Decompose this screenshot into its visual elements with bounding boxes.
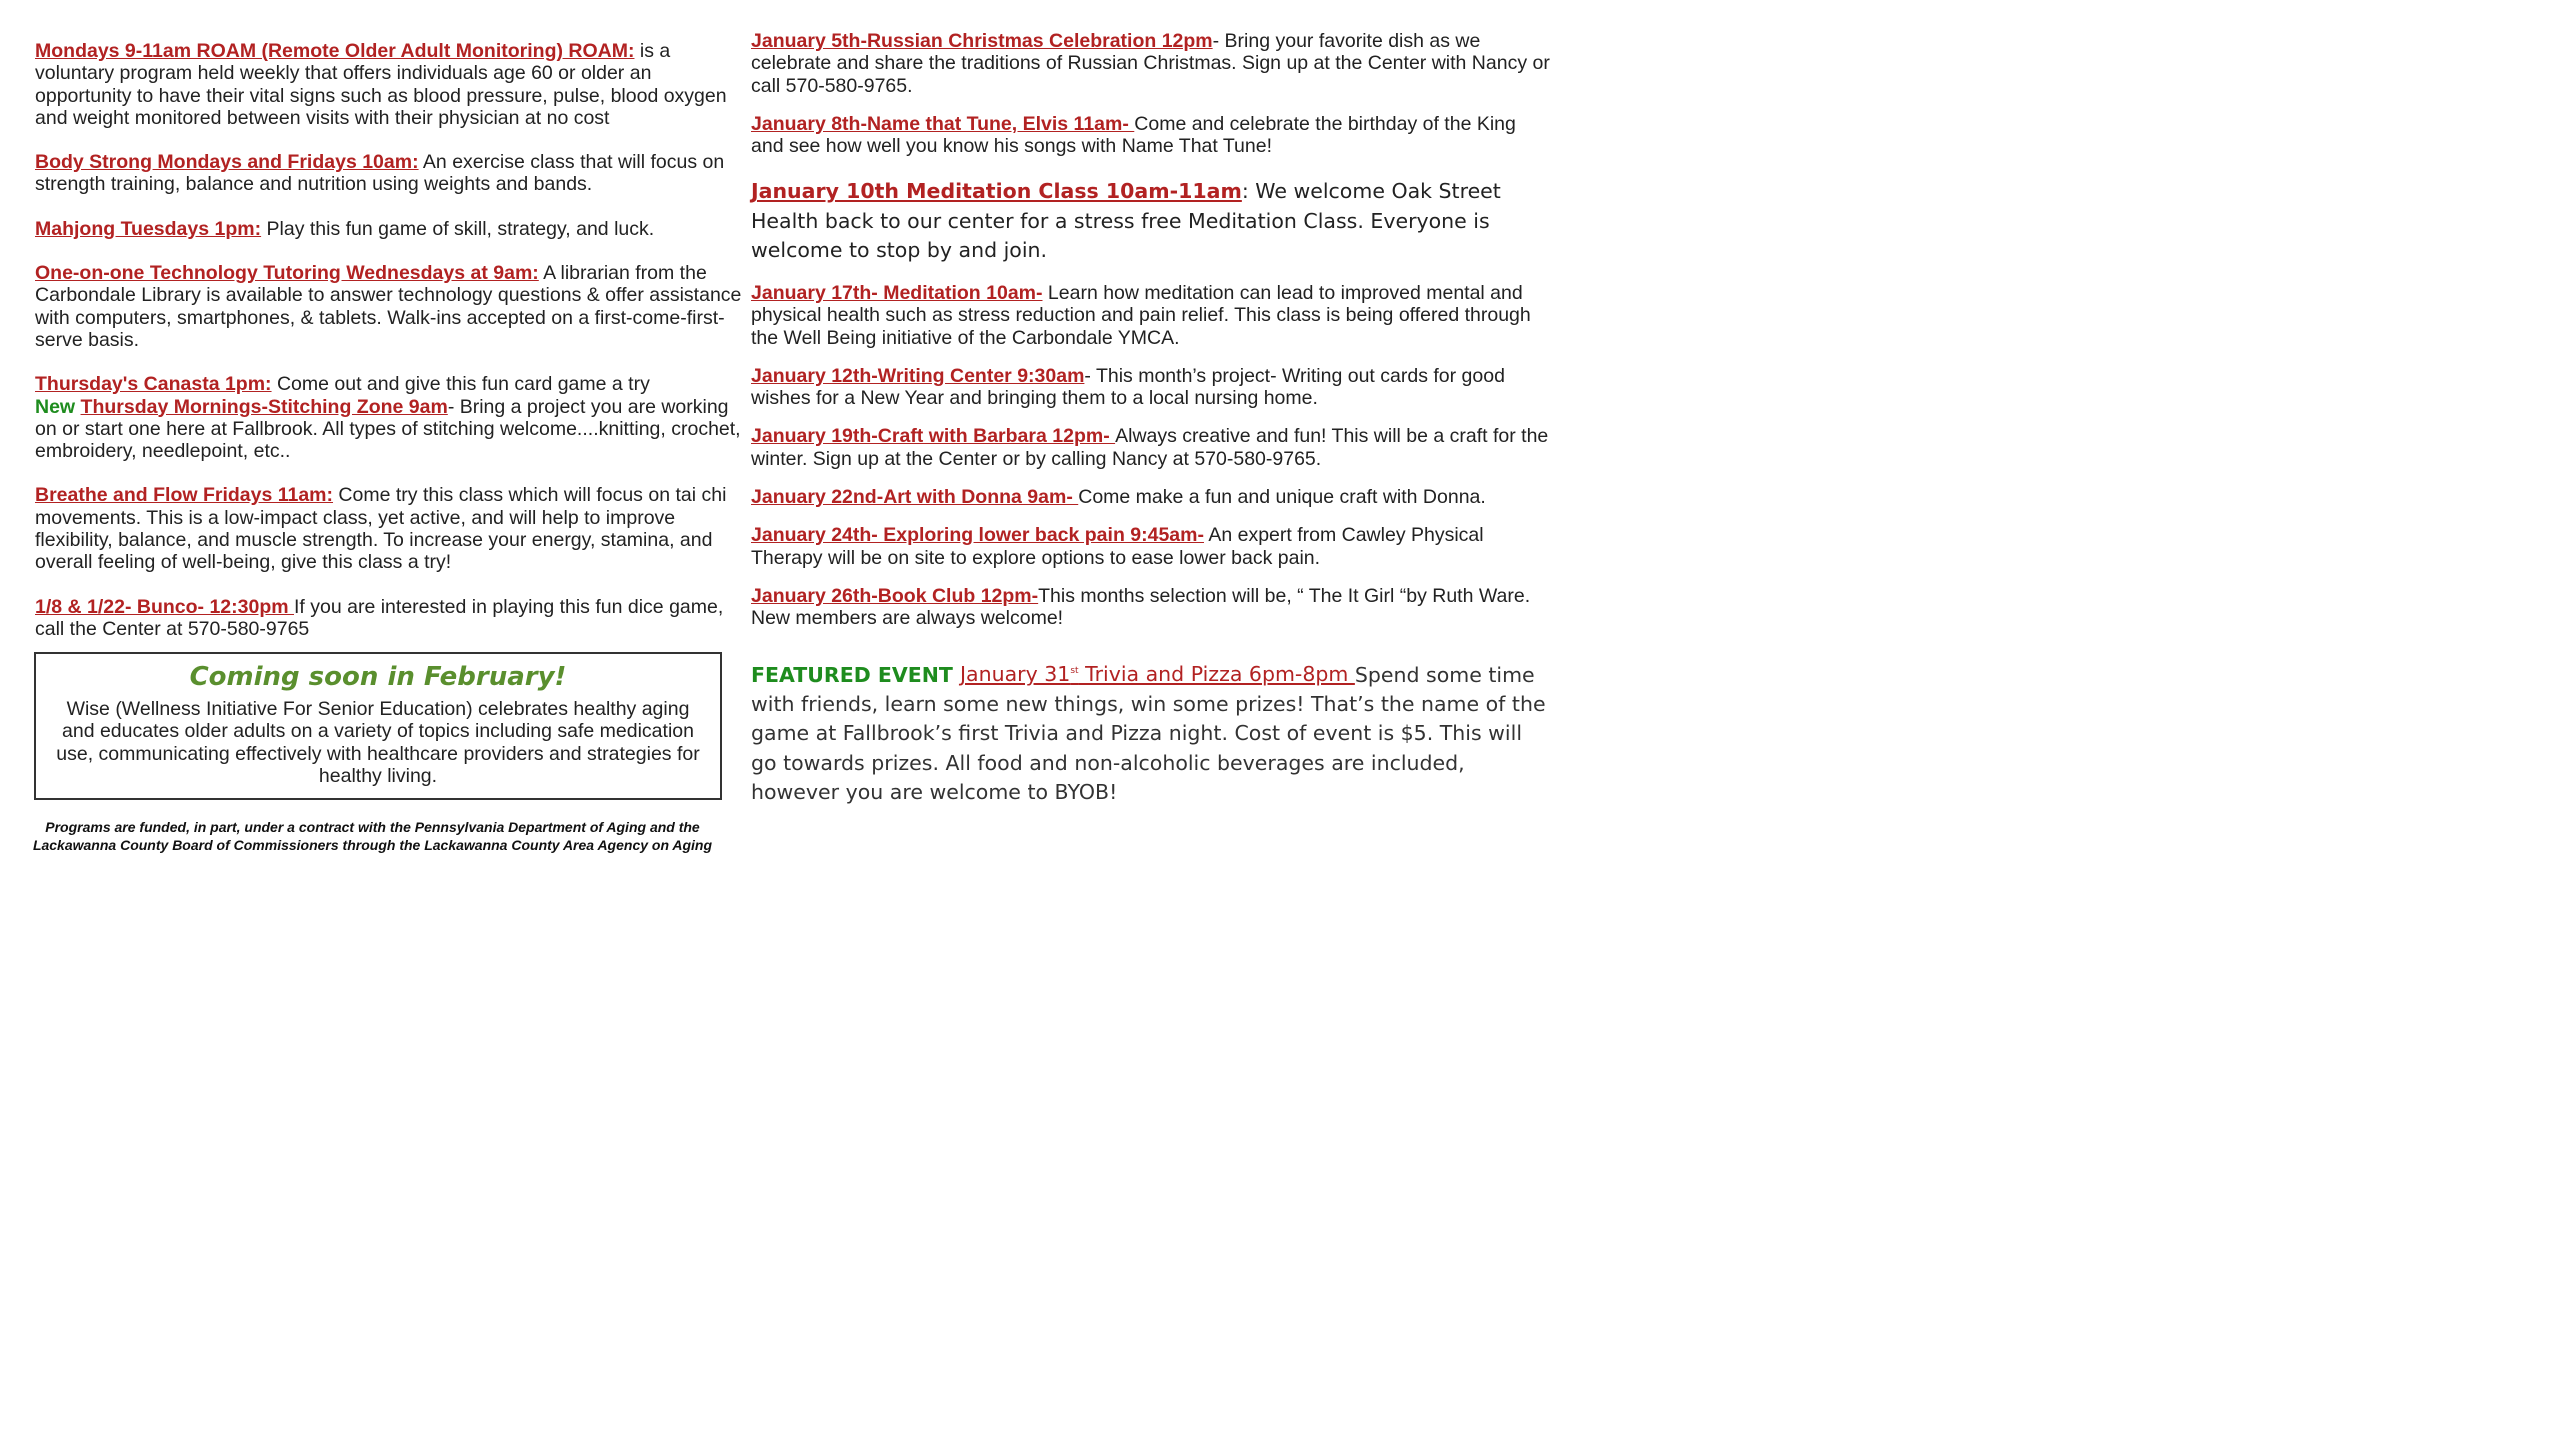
roam-entry	[35, 40, 745, 129]
bunco-title: 1/8 & 1/22- Bunco- 12:30pm	[35, 595, 295, 618]
elvis-entry	[751, 113, 1551, 158]
meditation10-title: January 10th Meditation Class 10am-11am	[751, 179, 1242, 204]
art-title: January 22nd-Art with Donna 9am-	[751, 486, 1079, 509]
writing-entry	[751, 365, 1551, 410]
russian-text: - Bring your favorite dish as we celebrate and share the traditions of Russian Christmas. Sign up at the Center with Nancy or call 570-580-9765.	[751, 30, 1550, 97]
canasta-title: Thursday's Canasta 1pm:	[35, 373, 272, 396]
mahjong-text: Play this fun game of skill, strategy, and luck.	[261, 217, 655, 240]
backpain-entry	[751, 524, 1551, 569]
tech-text: A librarian from the Carbondale Library is available to answer technology questions & offer assistance with computers, smartphones, & tablets. Walk-ins accepted on a first-come-first-serve basis.	[35, 262, 742, 351]
writing-text: - This month’s project- Writing out cards for good wishes for a New Year and bringing them to a local nursing home.	[751, 364, 1505, 410]
art-entry	[751, 486, 1551, 508]
craft-text: Always creative and fun! This will be a craft for the winter. Sign up at the Center or by calling Nancy at 570-580-9765.	[751, 425, 1549, 470]
roam-text: is a voluntary program held weekly that offers individuals age 60 or older an opportunity to have their vital signs such as blood pressure, pulse, blood oxygen and weight monitored between visits with their physician at no cost	[35, 40, 727, 129]
featured-title-a: January 31	[960, 662, 1071, 687]
body-strong-text: An exercise class that will focus on strength training, balance and nutrition using weights and bands.	[35, 151, 725, 196]
russian-entry	[751, 30, 1551, 97]
mahjong-title: Mahjong Tuesdays 1pm:	[35, 217, 262, 240]
meditation10-text: : We welcome Oak Street Health back to our center for a stress free Meditation Class. Everyone is welcome to stop by and join.	[751, 179, 1501, 263]
body-strong-entry	[35, 151, 745, 196]
canasta-entry	[35, 373, 745, 395]
featured-text: Spend some time with friends, learn some new things, win some prizes! That’s the name of the game at Fallbrook’s first Trivia and Pizza night. Cost of event is $5. This will go towards prizes. All food and non-alcoholic beverages are included, however you are welcome to BYOB!	[751, 662, 1546, 805]
tech-title: One-on-one Technology Tutoring Wednesdays at 9am:	[35, 262, 539, 285]
featured-label: FEATURED EVENT	[751, 662, 961, 687]
bunco-text: If you are interested in playing this fun dice game, call the Center at 570-580-9765	[35, 595, 724, 640]
canasta-text: Come out and give this fun card game a try	[271, 373, 650, 396]
right-column	[751, 30, 1551, 808]
mahjong-entry	[35, 218, 745, 240]
bookclub-title: January 26th-Book Club 12pm-	[751, 584, 1039, 607]
featured-title	[960, 662, 1355, 686]
featured-entry	[751, 658, 1551, 808]
elvis-text: Come and celebrate the birthday of the King and see how well you know his songs with Name That Tune!	[751, 112, 1516, 158]
coming-soon-title: Coming soon in February!	[189, 662, 567, 692]
featured-title-b: Trivia and Pizza 6pm-8pm	[1078, 662, 1355, 687]
bookclub-text: This months selection will be, “ The It Girl “by Ruth Ware. New members are always welcome!	[751, 584, 1531, 630]
meditation17-entry	[751, 282, 1551, 349]
stitching-text: - Bring a project you are working on or start one here at Fallbrook. All types of stitching welcome....knitting, crochet, embroidery, needlepoint, etc..	[35, 395, 741, 463]
funding-footer	[0, 818, 745, 854]
breathe-text: Come try this class which will focus on tai chi movements. This is a low-impact class, yet active, and will help to improve flexibility, balance, and muscle strength. To increase your energy, stamina, and overall feeling of well-being, give this class a try!	[35, 484, 727, 574]
footer-line-2: Lackawanna County Board of Commissioners through the Lackawanna County Area Agency on Aging	[32, 837, 713, 853]
meditation17-title: January 17th- Meditation 10am-	[751, 281, 1043, 304]
art-text: Come make a fun and unique craft with Donna.	[1078, 486, 1486, 509]
elvis-title: January 8th-Name that Tune, Elvis 11am-	[751, 112, 1135, 135]
footer-line-1: Programs are funded, in part, under a contract with the Pennsylvania Department of Aging and the	[45, 819, 700, 835]
meditation10-entry	[751, 177, 1551, 266]
tech-entry	[35, 262, 745, 351]
new-badge: New	[35, 395, 76, 418]
backpain-title: January 24th- Exploring lower back pain 9:45am-	[751, 524, 1204, 547]
bunco-entry	[35, 596, 745, 641]
coming-soon-body: Wise (Wellness Initiative For Senior Education) celebrates healthy aging and educates older adults on a variety of topics including safe medication use, communicating effectively with healthcare providers and strategies for healthy living.	[56, 698, 700, 787]
breathe-entry	[35, 484, 745, 573]
craft-title: January 19th-Craft with Barbara 12pm-	[751, 425, 1116, 448]
bookclub-entry	[751, 585, 1551, 630]
backpain-text: An expert from Cawley Physical Therapy will be on site to explore options to ease lower back pain.	[751, 524, 1484, 569]
craft-entry	[751, 425, 1551, 470]
left-column	[35, 40, 745, 640]
body-strong-title: Body Strong Mondays and Fridays 10am:	[35, 151, 419, 174]
coming-soon-box	[34, 652, 722, 800]
roam-title: Mondays 9-11am ROAM (Remote Older Adult Monitoring) ROAM:	[35, 40, 635, 62]
breathe-title: Breathe and Flow Fridays 11am:	[35, 484, 334, 507]
writing-title: January 12th-Writing Center 9:30am	[751, 364, 1085, 387]
russian-title: January 5th-Russian Christmas Celebration 12pm	[751, 30, 1213, 52]
stitching-title: Thursday Mornings-Stitching Zone 9am	[80, 395, 448, 418]
stitching-entry	[35, 396, 745, 463]
featured-title-sup: st	[1070, 666, 1079, 677]
meditation17-text: Learn how meditation can lead to improved mental and physical health such as stress reduction and pain relief. This class is being offered through the Well Being initiative of the Carbondale YMCA.	[751, 281, 1531, 349]
